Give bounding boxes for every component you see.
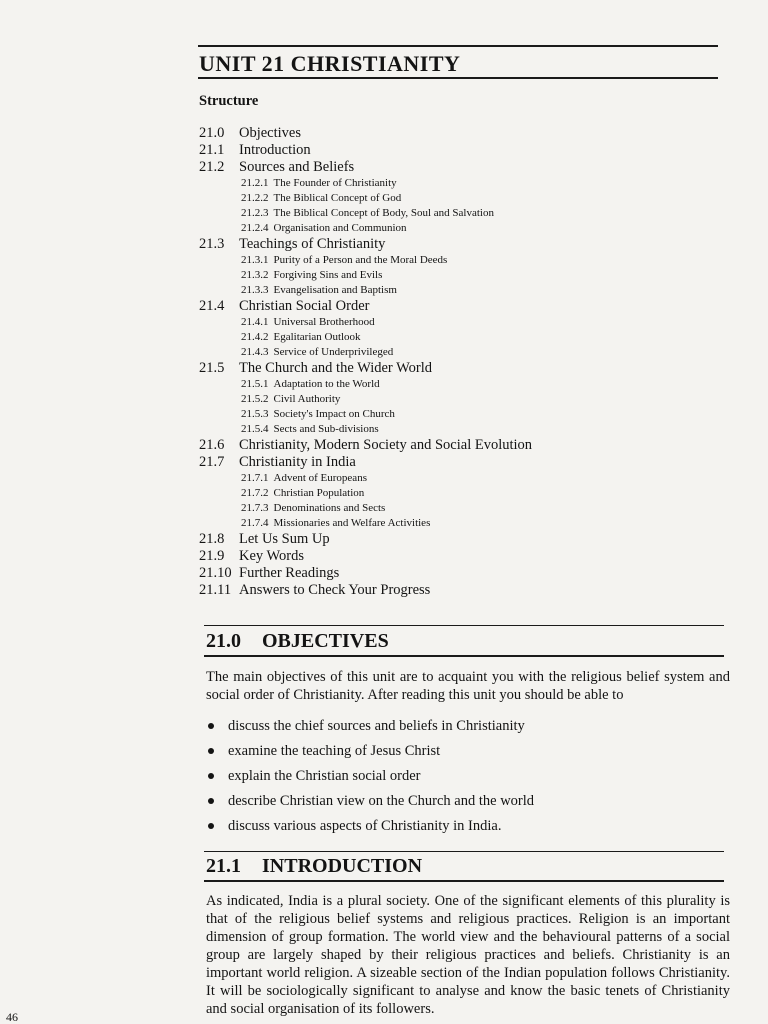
section-title: OBJECTIVES — [262, 630, 389, 652]
toc-subentry[interactable] — [199, 392, 719, 407]
toc-sublabel: Sects and Sub-divisions — [273, 423, 379, 435]
toc-entry-sources-beliefs[interactable] — [199, 159, 719, 176]
toc-subentry[interactable] — [199, 283, 719, 298]
toc-sublabel: The Biblical Concept of God — [273, 192, 402, 204]
toc-label: The Church and the Wider World — [239, 360, 433, 376]
unit-title: UNIT 21 CHRISTIANITY — [199, 51, 461, 76]
toc-subnumber: 21.5.1 — [241, 378, 269, 390]
bullet-icon — [208, 723, 214, 729]
toc-sublabel: The Founder of Christianity — [273, 177, 397, 189]
toc-entry-introduction[interactable] — [199, 142, 719, 159]
toc-subnumber: 21.2.2 — [241, 192, 269, 204]
toc-subnumber: 21.3.3 — [241, 284, 269, 296]
toc-label: Further Readings — [239, 565, 340, 581]
toc-subnumber: 21.5.3 — [241, 408, 269, 420]
toc-sublabel: Denominations and Sects — [273, 502, 386, 514]
toc-number: 21.11 — [199, 582, 232, 598]
toc-label: Key Words — [239, 548, 305, 564]
toc-sublabel: Forgiving Sins and Evils — [273, 269, 383, 281]
toc-number: 21.6 — [199, 437, 225, 453]
toc-sublabel: Purity of a Person and the Moral Deeds — [273, 254, 448, 266]
toc-number: 21.8 — [199, 531, 225, 547]
introduction-heading — [206, 854, 422, 878]
toc-subentry[interactable] — [199, 206, 719, 221]
toc-sublabel: Christian Population — [273, 487, 365, 499]
toc-subnumber: 21.2.3 — [241, 207, 269, 219]
toc-number: 21.5 — [199, 360, 225, 376]
toc-subnumber: 21.5.2 — [241, 393, 269, 405]
section-title: INTRODUCTION — [262, 855, 423, 877]
toc-subnumber: 21.5.4 — [241, 423, 269, 435]
toc-subnumber: 21.4.1 — [241, 316, 269, 328]
toc-label: Christian Social Order — [239, 298, 370, 314]
header-rule-top — [198, 45, 718, 47]
toc-subnumber: 21.7.3 — [241, 502, 269, 514]
introduction-rule-bottom — [204, 880, 724, 882]
list-item — [206, 741, 534, 766]
introduction-body: As indicated, India is a plural society. One of the significant elements of this plurality is that of the religious belief systems and religious practices. Religion is an important dimension of group formation. The world view and the behavioural patterns of a social group are largely shaped by their religious practices and beliefs. Christianity is an important world religion. A sizeable section of the Indian population follows Christianity. It will be sociologically significant to analyse and know the basic tenets of Christianity and social organisation of its followers. — [206, 893, 730, 1017]
list-item — [206, 766, 534, 791]
toc-subentry[interactable] — [199, 422, 719, 437]
toc-number: 21.3 — [199, 236, 225, 252]
toc-label: Answers to Check Your Progress — [239, 582, 431, 598]
toc-subentry[interactable] — [199, 471, 719, 486]
objectives-list — [206, 716, 534, 841]
introduction-rule-top — [204, 851, 724, 852]
toc-label: Christianity, Modern Society and Social Evolution — [239, 437, 533, 453]
toc-sublabel: Civil Authority — [273, 393, 341, 405]
toc-sublabel: Organisation and Communion — [273, 222, 407, 234]
toc-subentry[interactable] — [199, 486, 719, 501]
toc-number: 21.1 — [199, 142, 225, 158]
toc-number: 21.4 — [199, 298, 225, 314]
toc-number: 21.10 — [199, 565, 232, 581]
bullet-icon — [208, 748, 214, 754]
toc-sublabel: Advent of Europeans — [273, 472, 367, 484]
list-item-text: describe Christian view on the Church and the world — [228, 793, 535, 809]
toc-subentry[interactable] — [199, 176, 719, 191]
toc-number: 21.9 — [199, 548, 225, 564]
toc-subentry[interactable] — [199, 191, 719, 206]
toc-subentry[interactable] — [199, 345, 719, 360]
toc-number: 21.2 — [199, 159, 225, 175]
toc-sublabel: Society's Impact on Church — [273, 408, 395, 420]
toc-sublabel: Universal Brotherhood — [273, 316, 375, 328]
objectives-rule-top — [204, 625, 724, 626]
toc-label: Let Us Sum Up — [239, 531, 330, 547]
list-item — [206, 716, 534, 741]
toc-label: Introduction — [239, 142, 311, 158]
toc-subnumber: 21.3.2 — [241, 269, 269, 281]
toc-subentry[interactable] — [199, 407, 719, 422]
toc-entry-objectives[interactable] — [199, 125, 719, 142]
toc-sublabel: Egalitarian Outlook — [273, 331, 361, 343]
toc-sublabel: Service of Underprivileged — [273, 346, 394, 358]
toc-entry-social-order[interactable] — [199, 298, 719, 315]
section-number: 21.0 — [206, 630, 241, 652]
toc-subnumber: 21.2.4 — [241, 222, 269, 234]
objectives-rule-bottom — [204, 655, 724, 657]
list-item-text: examine the teaching of Jesus Christ — [228, 743, 441, 759]
toc-subentry[interactable] — [199, 315, 719, 330]
toc-subnumber: 21.2.1 — [241, 177, 269, 189]
toc-entry-sum-up[interactable] — [199, 531, 719, 548]
toc-subentry[interactable] — [199, 330, 719, 345]
toc-sublabel: Evangelisation and Baptism — [273, 284, 397, 296]
toc-number: 21.7 — [199, 454, 225, 470]
toc-entry-modern-society[interactable] — [199, 437, 719, 454]
bullet-icon — [208, 798, 214, 804]
toc-subentry[interactable] — [199, 501, 719, 516]
toc-sublabel: The Biblical Concept of Body, Soul and Salvation — [273, 207, 494, 219]
toc-entry-answers[interactable] — [199, 582, 719, 599]
objectives-heading — [206, 629, 389, 653]
list-item-text: discuss various aspects of Christianity in India. — [228, 818, 502, 834]
toc-entry-church-world[interactable] — [199, 360, 719, 377]
toc-subnumber: 21.4.3 — [241, 346, 269, 358]
list-item-text: discuss the chief sources and beliefs in Christianity — [228, 718, 525, 734]
toc-entry-teachings[interactable] — [199, 236, 719, 253]
toc-subnumber: 21.3.1 — [241, 254, 269, 266]
section-number: 21.1 — [206, 855, 241, 877]
bullet-icon — [208, 773, 214, 779]
structure-heading: Structure — [199, 93, 259, 109]
toc-sublabel: Adaptation to the World — [273, 378, 380, 390]
toc-sublabel: Missionaries and Welfare Activities — [273, 517, 431, 529]
toc-subnumber: 21.7.4 — [241, 517, 269, 529]
toc-number: 21.0 — [199, 125, 225, 141]
objectives-intro: The main objectives of this unit are to acquaint you with the religious belief system and social order of Christianity. After reading this unit you should be able to — [206, 669, 730, 703]
toc-subentry[interactable] — [199, 516, 719, 531]
list-item — [206, 816, 534, 841]
list-item — [206, 791, 534, 816]
toc-label: Sources and Beliefs — [239, 159, 355, 175]
toc-subentry[interactable] — [199, 268, 719, 283]
header-rule-bottom — [198, 77, 718, 79]
list-item-text: explain the Christian social order — [228, 768, 421, 784]
toc-label: Teachings of Christianity — [239, 236, 386, 252]
toc-entry-key-words[interactable] — [199, 548, 719, 565]
toc-entry-further-readings[interactable] — [199, 565, 719, 582]
toc-entry-christianity-india[interactable] — [199, 454, 719, 471]
toc-subnumber: 21.4.2 — [241, 331, 269, 343]
toc-subentry[interactable] — [199, 221, 719, 236]
toc-label: Christianity in India — [239, 454, 356, 470]
table-of-contents — [199, 125, 719, 599]
toc-subentry[interactable] — [199, 377, 719, 392]
toc-subentry[interactable] — [199, 253, 719, 268]
toc-subnumber: 21.7.1 — [241, 472, 269, 484]
toc-label: Objectives — [239, 125, 302, 141]
toc-subnumber: 21.7.2 — [241, 487, 269, 499]
page-number: 46 — [6, 1010, 18, 1024]
bullet-icon — [208, 823, 214, 829]
